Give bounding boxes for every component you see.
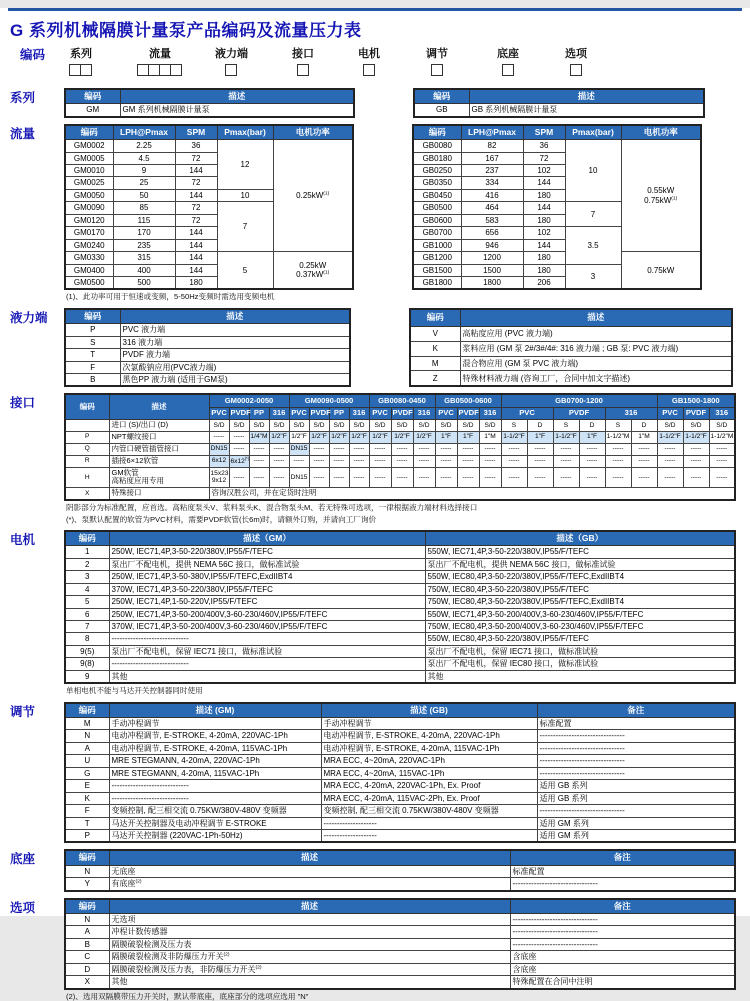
pump-range-header: GM0090-0500 bbox=[289, 394, 369, 407]
column-header: 编码 bbox=[413, 125, 461, 140]
table-row: Y 有底座$^{(2)}$ -------------------------------- bbox=[65, 878, 735, 891]
column-header: 备注 bbox=[537, 703, 735, 718]
table-row: M 手动冲程调节 手动冲程调节 标准配置 bbox=[65, 718, 735, 730]
section-label-interface: 接口 bbox=[10, 396, 36, 411]
interface-table bbox=[64, 393, 736, 501]
pump-range-header: GB0700-1200 bbox=[501, 394, 657, 407]
table-row: D 隔膜破裂检测及压力表，非防爆压力开关$^{(2)}$ 含底座 bbox=[65, 963, 735, 975]
table-row: 1 250W, IEC71,4P,3-50-220/380V,IP55/F/TEFC 550W, IEC71,4P,3-50-220/380V,IP55/F/TEFC bbox=[65, 546, 735, 558]
table-row: 3 250W, IEC71,4P,3-50-380V,IP55/F/TEFC,ExdIIBT4 550W, IEC80,4P,3-50-220/380V,IP55/F/TEFC,ExdIIBT4 bbox=[65, 571, 735, 583]
datasheet-page bbox=[0, 8, 750, 1001]
table-row: 7 370W, IEC71,4P,3-50-200/400V,3-60-230/460V,IP55/F/TEFC 750W, IEC80,4P,3-50-200/400V,3-60-230/460V,IP55/F/TEFC bbox=[65, 621, 735, 633]
table-row: N 无底座 标准配置 bbox=[65, 865, 735, 877]
table-row: GB1200 1200 180 0.75kW bbox=[413, 252, 701, 264]
material-header: PVC bbox=[209, 407, 229, 419]
material-header: PVC bbox=[289, 407, 309, 419]
column-header: 编码 bbox=[410, 309, 460, 327]
material-header: PVDF bbox=[553, 407, 605, 419]
table-row: GB GB 系列机械隔膜计量泵 bbox=[414, 104, 704, 117]
table-row: Q 内管口硬管插管接口 DN15 ----- ----- ----- DN15 ----- ----- ----- ----- ----- ----- ----- ----- ----- ----- ----- ----- ----- ----- ----- ----- ----- ----- bbox=[65, 443, 735, 455]
material-header: PVC bbox=[501, 407, 553, 419]
column-header: 编码 bbox=[65, 850, 109, 865]
coding-boxes bbox=[70, 64, 92, 82]
adjust-table bbox=[64, 702, 736, 844]
coding-row bbox=[0, 44, 750, 84]
column-header: 编码 bbox=[65, 531, 109, 546]
column-header: 备注 bbox=[510, 850, 735, 865]
table-row: GM0330 315 144 5 0.25kW $0.37kW^{(1)}$ bbox=[65, 252, 353, 264]
table-row: GM0050 50 144 10 bbox=[65, 189, 353, 201]
table-row: P NPT螺纹接口 ----- ----- 1/4"M 1/2"F 1/2"F 1/2"F 1/2"F 1/2"F 1/2"F 1/2"F 1/2"F 1"F 1"F 1"M 1-1/2"F 1"F 1-1/2"F 1"F 1-1/2"M 1"M 1-1/2"F 1-1/2"F 1-1/2"M bbox=[65, 431, 735, 443]
coding-boxes bbox=[426, 64, 448, 82]
column-header: 编码 bbox=[65, 703, 109, 718]
column-header: 编码 bbox=[414, 89, 469, 104]
table-row: GB0250 237 102 bbox=[413, 165, 701, 177]
coding-field-label: 电机 bbox=[358, 48, 380, 60]
table-row: G MRE STEGMANN, 4-20mA, 115VAC-1Ph MRA ECC, 4~20mA, 115VAC-1Ph -------------------------------- bbox=[65, 767, 735, 779]
section-adjust bbox=[0, 702, 746, 844]
motor-table bbox=[64, 530, 736, 684]
table-row: X 其他 特殊配置在合同中注明 bbox=[65, 976, 735, 989]
table-row: 9 其他 其他 bbox=[65, 670, 735, 683]
column-header: 编码 bbox=[65, 899, 109, 914]
column-header: LPH@Pmax bbox=[461, 125, 523, 140]
material-header: PVC bbox=[369, 407, 391, 419]
table-row: X 特殊接口 咨询汉胜公司，并在定货时注明 bbox=[65, 488, 735, 500]
section-label-coding: 编码 bbox=[20, 48, 46, 62]
liquid-end-table-right bbox=[409, 308, 733, 388]
pump-range-header: GB0080-0450 bbox=[369, 394, 435, 407]
code-box bbox=[570, 64, 582, 76]
coding-boxes bbox=[358, 64, 380, 82]
column-header: Pmax(bar) bbox=[565, 125, 621, 140]
table-row: H GM软管 高粘度应用专用 15x23 9x12 ----- ----- ----- DN15 ----- ----- ----- ----- ----- ----- ----- ----- ----- ----- ----- ----- ----- ----- ----- ----- ----- ----- bbox=[65, 467, 735, 488]
column-header: 描述 bbox=[109, 850, 510, 865]
material-header: PVDF bbox=[457, 407, 479, 419]
coding-field-label: 液力端 bbox=[215, 48, 248, 60]
pump-range-header: GB1500-1800 bbox=[657, 394, 735, 407]
material-header: PVC bbox=[657, 407, 683, 419]
coding-boxes bbox=[497, 64, 519, 82]
column-header: 描述 bbox=[460, 309, 732, 327]
table-row: GB1800 1800 206 bbox=[413, 276, 701, 289]
base-table bbox=[64, 849, 736, 891]
section-interface bbox=[0, 393, 746, 524]
table-row: GM GM 系列机械隔膜计量泵 bbox=[65, 104, 354, 117]
coding-field-label: 系列 bbox=[70, 48, 92, 60]
table-row: 5 250W, IEC71,4P,1-50-220V,IP55/F/TEFC 750W, IEC80,4P,3-50-220/380V,IP55/F/TEFC,ExdIIBT4 bbox=[65, 596, 735, 608]
table-row: GM0240 235 144 bbox=[65, 239, 353, 251]
coding-field-3 bbox=[215, 45, 248, 82]
material-header: 316 bbox=[709, 407, 735, 419]
coding-field-4 bbox=[292, 45, 314, 82]
column-header: 编码 bbox=[65, 125, 113, 140]
table-row: A 电动冲程调节, E-STROKE, 4-20mA, 115VAC-1Ph 电动冲程调节, E-STROKE, 4-20mA, 115VAC-1Ph -------------------------------- bbox=[65, 742, 735, 754]
section-label-liquid-end: 液力端 bbox=[10, 310, 48, 325]
code-box bbox=[431, 64, 443, 76]
code-box bbox=[80, 64, 92, 76]
table-row: GB0450 416 180 bbox=[413, 189, 701, 201]
column-header: 描述（GB） bbox=[425, 531, 735, 546]
page-title: G 系列机械隔膜计量泵产品编码及流量压力表 bbox=[10, 21, 362, 40]
table-row: C 隔膜破裂检测及非防爆压力开关$^{(2)}$ 含底座 bbox=[65, 951, 735, 963]
table-row: U MRE STEGMANN, 4-20mA, 220VAC-1Ph MRA ECC, 4~20mA, 220VAC-1Ph -------------------------------- bbox=[65, 755, 735, 767]
coding-boxes bbox=[565, 64, 587, 82]
section-base bbox=[0, 849, 746, 891]
table-row: P PVC 液力端 bbox=[65, 324, 350, 336]
table-row: GM0120 115 72 bbox=[65, 214, 353, 226]
coding-boxes bbox=[215, 64, 248, 82]
table-row: GB0500 464 144 7 bbox=[413, 202, 701, 214]
table-row: 4 370W, IEC71,4P,3-50-220/380V,IP55/F/TEFC 750W, IEC80,4P,3-50-220/380V,IP55/F/TEFC bbox=[65, 583, 735, 595]
table-row: GB0180 167 72 bbox=[413, 152, 701, 164]
section-label-adjust: 调节 bbox=[10, 704, 36, 719]
table-row: GM0500 500 180 bbox=[65, 276, 353, 289]
material-header: PVDF bbox=[391, 407, 413, 419]
table-row: S 316 液力端 bbox=[65, 336, 350, 348]
table-row: T 马达开关控制器及电动冲程调节 E-STROKE -------------------- 适用 GM 系列 bbox=[65, 817, 735, 829]
table-row: GB0350 334 144 bbox=[413, 177, 701, 189]
table-row: GM0002 2.25 36 12 $0.25kW^{(1)}$ bbox=[65, 140, 353, 152]
table-row: B 隔膜破裂检测及压力表 -------------------------------- bbox=[65, 938, 735, 950]
material-header: PVDF bbox=[683, 407, 709, 419]
column-header: 描述 bbox=[109, 899, 510, 914]
column-header: SPM bbox=[523, 125, 565, 140]
table-row: 8 ----------------------------- 550W, IEC80,4P,3-50-220/380V,IP55/F/TEFC bbox=[65, 633, 735, 645]
coding-field-8 bbox=[565, 45, 587, 82]
table-row: GB1500 1500 180 3 bbox=[413, 264, 701, 276]
table-row: T PVDF 液力端 bbox=[65, 349, 350, 361]
table-row: GM0170 170 144 bbox=[65, 227, 353, 239]
table-row: GM0090 85 72 7 bbox=[65, 202, 353, 214]
section-flow bbox=[0, 124, 746, 302]
column-header: 描述 (GM) bbox=[109, 703, 321, 718]
table-row: R 插接6×12软管 6x12 6x12(*) ----- ----- ----- ----- ----- ----- ----- ----- ----- ----- ----- ----- ----- ----- ----- ----- ----- ----- ----- ----- ----- bbox=[65, 455, 735, 467]
table-row: V 高粘度应用 (PVC 液力端) bbox=[410, 327, 732, 342]
material-header: PVDF bbox=[229, 407, 249, 419]
section-label-flow: 流量 bbox=[10, 126, 36, 141]
table-row: B 黑色PP 液力端 (适用于GM泵) bbox=[65, 373, 350, 386]
options-table bbox=[64, 898, 736, 990]
material-header: 316 bbox=[269, 407, 289, 419]
section-liquid-end bbox=[0, 308, 746, 388]
table-row: GB0600 583 180 bbox=[413, 214, 701, 226]
series-gm-table bbox=[64, 88, 355, 118]
flow-gm-table bbox=[64, 124, 354, 291]
pump-range-header: GM0002-0050 bbox=[209, 394, 289, 407]
column-header: 描述 (GB) bbox=[321, 703, 537, 718]
code-box bbox=[363, 64, 375, 76]
material-header: 316 bbox=[605, 407, 657, 419]
section-label-base: 底座 bbox=[10, 852, 36, 867]
table-row: GM0005 4.5 72 bbox=[65, 152, 353, 164]
coding-field-6 bbox=[426, 45, 448, 82]
section-motor bbox=[0, 530, 746, 696]
top-rule bbox=[8, 8, 742, 11]
table-row: 2 泵出厂不配电机，提供 NEMA 56C 接口，做标准试验 泵出厂不配电机，提供 NEMA 56C 接口，做标准试验 bbox=[65, 558, 735, 570]
code-box bbox=[297, 64, 309, 76]
table-row: GM0025 25 72 bbox=[65, 177, 353, 189]
table-row: M 混合物应用 (GM 泵 PVC 液力端) bbox=[410, 356, 732, 371]
material-header: PVC bbox=[435, 407, 457, 419]
section-label-series: 系列 bbox=[10, 91, 36, 105]
column-header: 描述 bbox=[109, 394, 209, 419]
column-header: 描述 bbox=[120, 309, 350, 324]
coding-field-7 bbox=[497, 45, 519, 82]
flow-footnote: (1)、此功率可用于恒速或变频，5-50Hz变频时需选用变频电机 bbox=[66, 292, 275, 302]
column-header: 电机功率 bbox=[273, 125, 353, 140]
series-gb-table bbox=[413, 88, 705, 118]
table-row: GB0080 82 36 10 0.55kW $0.75kW^{(1)}$ bbox=[413, 140, 701, 152]
column-header: LPH@Pmax bbox=[113, 125, 175, 140]
table-row: K ----------------------------- MRA ECC, 4-20mA, 115VAC-2Ph, Ex. Proof 适用 GB 系列 bbox=[65, 792, 735, 804]
coding-field-2 bbox=[138, 45, 182, 82]
coding-field-label: 接口 bbox=[292, 48, 314, 60]
code-box bbox=[225, 64, 237, 76]
column-header: SPM bbox=[175, 125, 217, 140]
coding-field-1 bbox=[70, 45, 92, 82]
coding-boxes bbox=[138, 64, 182, 82]
coding-field-label: 流量 bbox=[149, 48, 171, 60]
table-row: 6 250W, IEC71,4P,3-50-200/400V,3-60-230/460V,IP55/F/TEFC 550W, IEC71,4P,3-50-200/400V,3-60-230/460V,IP55/F/TEFC bbox=[65, 608, 735, 620]
table-row: 9(5) 泵出厂不配电机，保留 IEC71 接口，做标准试验 泵出厂不配电机，保留 IEC71 接口，做标准试验 bbox=[65, 645, 735, 657]
column-header: 描述 bbox=[469, 89, 704, 104]
column-header: 描述 bbox=[120, 89, 354, 104]
section-label-options: 选项 bbox=[10, 900, 36, 915]
coding-boxes bbox=[292, 64, 314, 82]
flow-gb-table bbox=[412, 124, 702, 291]
coding-field-label: 调节 bbox=[426, 48, 448, 60]
table-row: 进口 (S)/出口 (D) S/D S/D S/D S/D S/D S/D S/D S/D S/D S/D S/D S/D S/D S/D S D S D S D S/D S/D S/D bbox=[65, 420, 735, 432]
material-header: 316 bbox=[413, 407, 435, 419]
coding-field-label: 底座 bbox=[497, 48, 519, 60]
coding-field-5 bbox=[358, 45, 380, 82]
column-header: 编码 bbox=[65, 309, 120, 324]
options-footnote: (2)、选用双隔膜带压力开关时，默认带底座，底座部分的选项应选用 "N" bbox=[66, 991, 309, 1001]
material-header: 316 bbox=[349, 407, 369, 419]
material-header: PP bbox=[329, 407, 349, 419]
interface-footnote-2: (*)、泵默认配置的软管为PVC材料，需要PVDF软管(长6m)时，请额外订购，并请向工厂询价 bbox=[66, 514, 377, 524]
table-row: E ----------------------------- MRA ECC, 4-20mA, 220VAC-1Ph, Ex. Proof 适用 GB 系列 bbox=[65, 780, 735, 792]
code-box bbox=[502, 64, 514, 76]
table-row: GM0400 400 144 bbox=[65, 264, 353, 276]
table-row: F 变频控制, 配三相交流 0.75KW/380V-480V 变频器 变频控制, 配三相交流 0.75KW/380V-480V 变频器 -------------------------------- bbox=[65, 805, 735, 817]
table-row: N 无选项 -------------------------------- bbox=[65, 913, 735, 925]
section-options bbox=[0, 898, 746, 1001]
interface-footnote-1: 阴影部分为标准配置，应首选。高粘度泵头V、浆料泵头K、混合物泵头M、若无特殊可选项，一律根据液力端材料选择接口 bbox=[66, 503, 478, 513]
table-row: F 次氯酸钠应用(PVC液力端) bbox=[65, 361, 350, 373]
column-header: 电机功率 bbox=[621, 125, 701, 140]
pump-range-header: GB0500-0600 bbox=[435, 394, 501, 407]
table-row: GB1000 946 144 bbox=[413, 239, 701, 251]
table-row: GM0010 9 144 bbox=[65, 165, 353, 177]
column-header: 描述（GM） bbox=[109, 531, 425, 546]
section-series bbox=[0, 88, 746, 118]
column-header: 编码 bbox=[65, 89, 120, 104]
table-row: 9(8) ----------------------------- 泵出厂不配电机，保留 IEC80 接口，做标准试验 bbox=[65, 658, 735, 670]
table-row: GB0700 656 102 3.5 bbox=[413, 227, 701, 239]
material-header: PP bbox=[249, 407, 269, 419]
table-row: K 浆料应用 (GM 泵 2#/3#/4#: 316 液力端 ; GB 泵: PVC 液力端) bbox=[410, 341, 732, 356]
column-header: 编码 bbox=[65, 394, 109, 419]
material-header: PVDF bbox=[309, 407, 329, 419]
table-row: P 马达开关控制器 (220VAC-1Ph-50Hz) -------------------- 适用 GM 系列 bbox=[65, 829, 735, 842]
section-label-motor: 电机 bbox=[10, 533, 36, 548]
table-row: Z 特殊材料液力端 (咨询工厂，合同中加文字描述) bbox=[410, 371, 732, 386]
motor-footnote: 单相电机不能与马达开关控制器同时使用 bbox=[66, 686, 203, 696]
coding-field-label: 选项 bbox=[565, 48, 587, 60]
table-row: A 冲程计数传感器 -------------------------------- bbox=[65, 926, 735, 938]
table-row: N 电动冲程调节, E-STROKE, 4-20mA, 220VAC-1Ph 电动冲程调节, E-STROKE, 4-20mA, 220VAC-1Ph -------------------------------- bbox=[65, 730, 735, 742]
liquid-end-table-left bbox=[64, 308, 351, 388]
material-header: 316 bbox=[479, 407, 501, 419]
column-header: Pmax(bar) bbox=[217, 125, 273, 140]
code-box bbox=[170, 64, 182, 76]
column-header: 备注 bbox=[510, 899, 735, 914]
